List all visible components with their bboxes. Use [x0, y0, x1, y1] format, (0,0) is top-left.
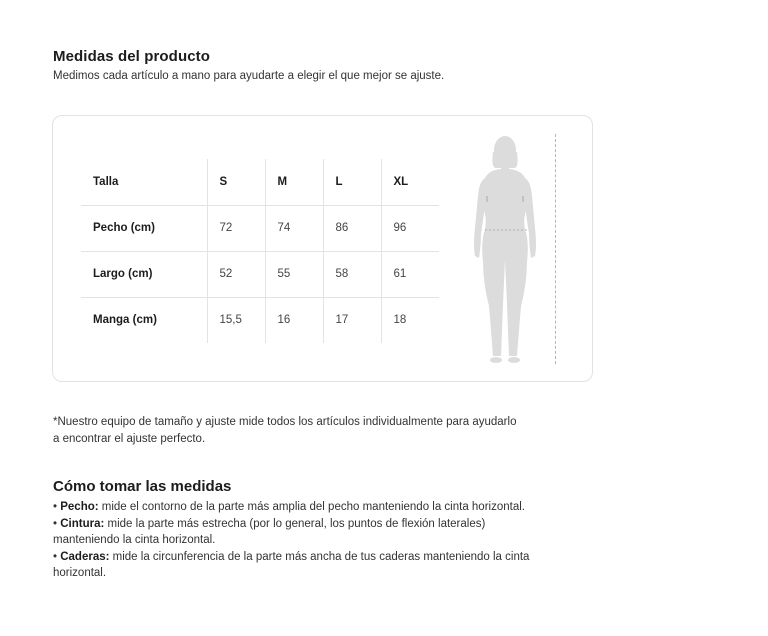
size-header-xl: XL	[381, 159, 439, 205]
size-chart-card	[52, 115, 593, 382]
table-cell: 17	[323, 297, 381, 343]
list-item	[53, 516, 553, 549]
size-header-l: L	[323, 159, 381, 205]
body-silhouette-icon	[471, 134, 563, 366]
desc-cintura: mide la parte más estrecha (por lo general, los puntos de flexión laterales) manteniendo la cinta horizontal.	[53, 517, 486, 546]
size-header-m: M	[265, 159, 323, 205]
how-to-title: Cómo tomar las medidas	[53, 478, 232, 495]
table-cell: 96	[381, 205, 439, 251]
table-cell: 55	[265, 251, 323, 297]
table-corner-label: Talla	[93, 175, 119, 188]
table-cell: 58	[323, 251, 381, 297]
how-to-list	[53, 499, 553, 582]
length-measure-line	[555, 134, 556, 364]
table-cell: 16	[265, 297, 323, 343]
size-header-s: S	[207, 159, 265, 205]
table-cell: 61	[381, 251, 439, 297]
table-row	[81, 251, 439, 297]
list-item	[53, 499, 553, 516]
table-cell: 18	[381, 297, 439, 343]
table-header-row	[81, 159, 439, 205]
fit-footnote: *Nuestro equipo de tamaño y ajuste mide todos los artículos individualmente para ayudarlo a encontrar el ajuste perfecto.	[53, 416, 517, 445]
bullet: •	[53, 501, 58, 513]
page-subtitle: Medimos cada artículo a mano para ayudarte a elegir el que mejor se ajuste.	[53, 70, 445, 82]
size-table	[81, 159, 439, 343]
table-cell: 74	[265, 205, 323, 251]
row-label-pecho: Pecho (cm)	[81, 205, 207, 251]
table-cell: 52	[207, 251, 265, 297]
table-cell: 72	[207, 205, 265, 251]
row-label-manga: Manga (cm)	[81, 297, 207, 343]
row-label-largo: Largo (cm)	[81, 251, 207, 297]
table-cell: 86	[323, 205, 381, 251]
table-row	[81, 205, 439, 251]
list-item	[53, 549, 553, 582]
table-row	[81, 297, 439, 343]
desc-caderas: mide la circunferencia de la parte más ancha de tus caderas manteniendo la cinta horizontal.	[53, 550, 530, 579]
table-cell: 15,5	[207, 297, 265, 343]
desc-pecho: mide el contorno de la parte más amplia del pecho manteniendo la cinta horizontal.	[98, 501, 525, 513]
term-caderas: Caderas:	[60, 550, 110, 563]
bullet: •	[53, 550, 58, 563]
bullet: •	[53, 517, 58, 530]
term-pecho: Pecho:	[60, 501, 99, 513]
page-title: Medidas del producto	[53, 48, 211, 65]
term-cintura: Cintura:	[60, 517, 105, 530]
